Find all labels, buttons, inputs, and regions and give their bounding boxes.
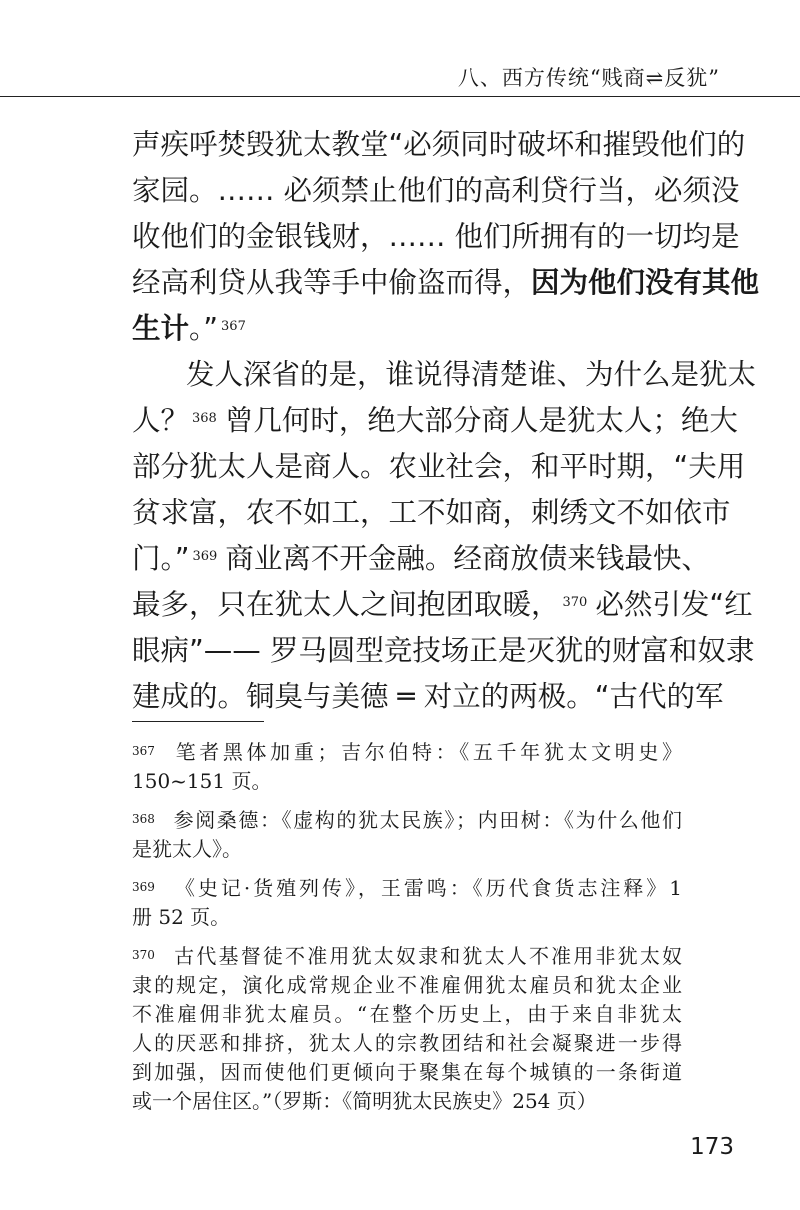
page-header — [0, 0, 800, 96]
body-line: 经高利贷从我等手中偷盗而得，因为他们没有其他 — [132, 266, 760, 299]
footnote-number: 367 — [132, 744, 155, 758]
body-text — [132, 122, 760, 720]
footnote-number: 368 — [132, 812, 155, 826]
footnote-ref-368[interactable]: 368 — [192, 411, 217, 426]
footnote-rule — [132, 721, 264, 722]
footnote-ref-370[interactable]: 370 — [562, 595, 588, 610]
footnote-ref-369[interactable]: 369 — [192, 549, 218, 564]
footnote-number: 369 — [132, 880, 155, 894]
body-line: 家园。…… 必须禁止他们的高利贷行当，必须没 — [132, 174, 740, 207]
page-number: 173 — [690, 1134, 734, 1160]
bold-emphasis: 生计 — [132, 312, 190, 345]
body-line: 贫求富，农不如工，工不如商，刺绣文不如依市 — [132, 496, 731, 529]
header-rule — [0, 96, 800, 97]
footnote-370: 370 古代基督徒不准用犹太奴隶和犹太人不准用非犹太奴 隶的规定，演化成常规企业不准雇佣犹太雇员和犹太企业 不准雇佣非犹太雇员。“在整个历史上，由于来自非犹太 人的厌恶和排挤，犹太人的宗教团结和社会凝聚进一步得 到加强，因而使他们更倾向于聚集在每个城镇的一条街道 或一个居住区。”（罗斯：《简明犹太民族史》254 页） — [132, 942, 682, 1116]
footnote-number: 370 — [132, 948, 155, 962]
body-line: 部分犹太人是商人。农业社会，和平时期，“夫用 — [132, 450, 746, 483]
footnote-369: 369 《史记·货殖列传》，王雷鸣：《历代食货志注释》1 册 52 页。 — [132, 874, 682, 932]
body-line: 收他们的金银钱财，…… 他们所拥有的一切均是 — [132, 220, 740, 253]
footnote-368: 368 参阅桑德：《虚构的犹太民族》；内田树：《为什么他们 是犹太人》。 — [132, 806, 682, 864]
footnotes — [132, 738, 682, 1126]
body-line: 建成的。铜臭与美德 ═ 对立的两极。“古代的军 — [132, 680, 724, 713]
body-line: 眼病”—— 罗马圆型竞技场正是灭犹的财富和奴隶 — [132, 634, 755, 667]
footnote-367: 367 笔者黑体加重；吉尔伯特：《五千年犹太文明史》 150~151 页。 — [132, 738, 682, 796]
running-head: 八、西方传统“贱商⇌反犹” — [457, 66, 720, 90]
bold-emphasis: 因为他们没有其他 — [531, 266, 760, 299]
body-line: 人？ $^{368}$ 曾几何时，绝大部分商人是犹太人；绝大 — [132, 404, 738, 437]
footnote-ref-367[interactable]: 367 — [221, 319, 246, 334]
body-line: 最多，只在犹太人之间抱团取暖， $^{370}$ 必然引发“红 — [132, 588, 753, 621]
body-line: 门。” $^{369}$ 商业离不开金融。经商放债来钱最快、 — [132, 542, 710, 575]
body-line: 生计。” $^{367}$ — [132, 312, 246, 345]
body-line: 发人深省的是，谁说得清楚谁、为什么是犹太 — [186, 358, 757, 391]
body-line: 声疾呼焚毁犹太教堂“必须同时破坏和摧毁他们的 — [132, 128, 746, 161]
